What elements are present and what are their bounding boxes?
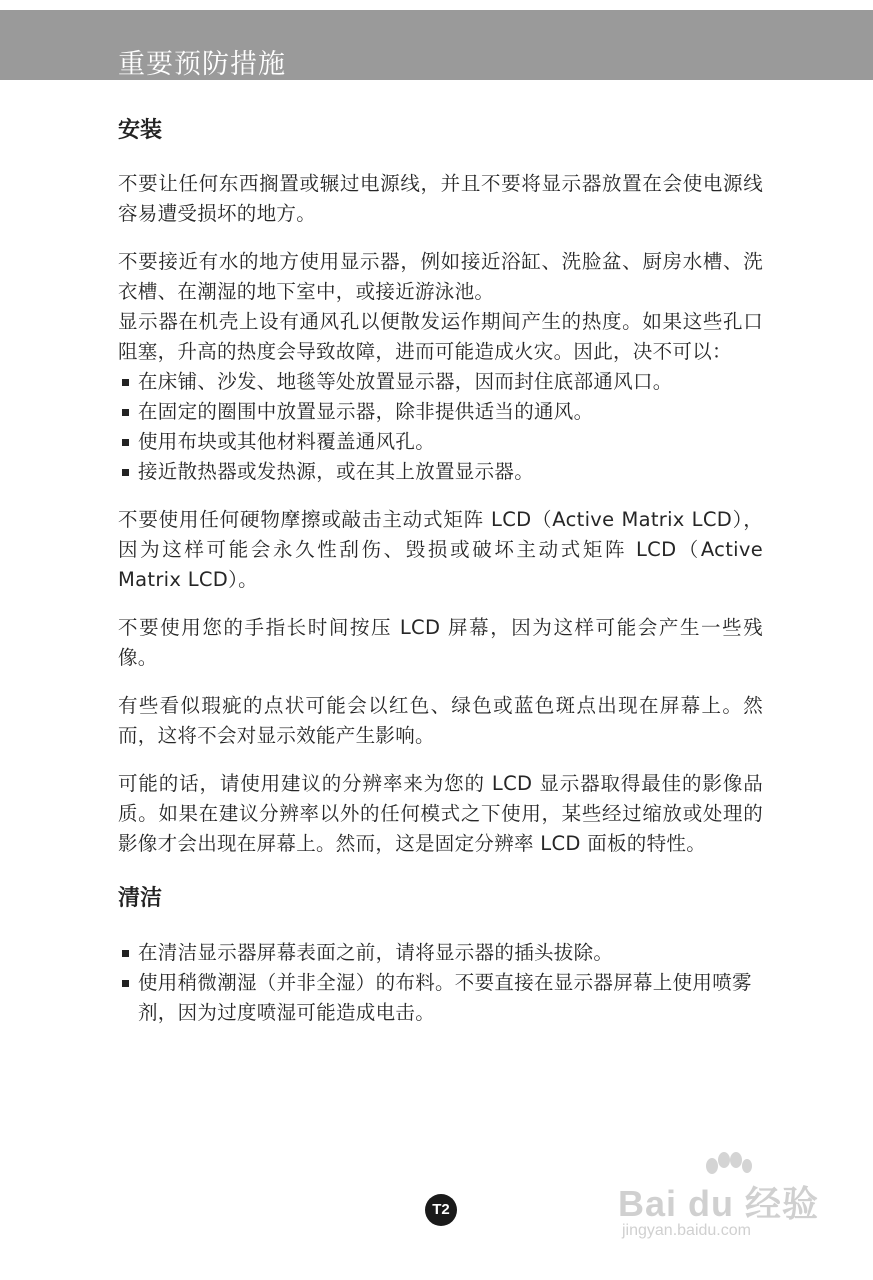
list-item	[118, 397, 763, 427]
list-item	[118, 968, 763, 1028]
install-paragraph-7: 可能的话，请使用建议的分辨率来为您的 LCD 显示器取得最佳的影像品质。如果在建议分辨率以外的任何模式之下使用，某些经过缩放或处理的影像才会出现在屏幕上。然而，这是固定分辨率 LCD 面板的特性。	[118, 772, 763, 855]
watermark	[618, 1150, 858, 1250]
install-paragraph-6: 有些看似瑕疵的点状可能会以红色、绿色或蓝色斑点出现在屏幕上。然而，这将不会对显示效能产生影响。	[118, 694, 763, 747]
bullet-icon	[122, 379, 129, 386]
list-item-text: 在床铺、沙发、地毯等处放置显示器，因而封住底部通风口。	[138, 370, 673, 393]
install-paragraph-1: 不要让任何东西搁置或辗过电源线，并且不要将显示器放置在会使电源线容易遭受损坏的地方。	[118, 172, 763, 225]
content-area	[118, 113, 763, 1028]
bullet-icon	[122, 409, 129, 416]
clean-heading: 清洁	[118, 886, 163, 911]
page-number-badge: T2	[425, 1194, 457, 1226]
bullet-icon	[122, 980, 129, 987]
bullet-icon	[122, 439, 129, 446]
bullet-icon	[122, 469, 129, 476]
list-item	[118, 457, 763, 487]
list-item-text: 使用稍微潮湿（并非全湿）的布料。不要直接在显示器屏幕上使用喷雾剂，因为过度喷湿可能造成电击。	[138, 971, 752, 1024]
list-item	[118, 938, 763, 968]
list-item	[118, 367, 763, 397]
install-paragraph-5: 不要使用您的手指长时间按压 LCD 屏幕，因为这样可能会产生一些残像。	[118, 616, 763, 669]
list-item-text: 在清洁显示器屏幕表面之前，请将显示器的插头拔除。	[138, 941, 614, 964]
watermark-brand: Bai du 经验	[618, 1183, 820, 1224]
install-heading: 安装	[118, 118, 163, 143]
install-paragraph-2: 不要接近有水的地方使用显示器，例如接近浴缸、洗脸盆、厨房水槽、洗衣槽、在潮湿的地下室中，或接近游泳池。	[118, 250, 763, 303]
install-paragraph-3: 显示器在机壳上设有通风孔以便散发运作期间产生的热度。如果这些孔口阻塞，升高的热度会导致故障，进而可能造成火灾。因此，决不可以：	[118, 310, 763, 363]
ventilation-bullet-list	[118, 367, 763, 487]
page-title: 重要预防措施	[118, 49, 286, 80]
bullet-icon	[122, 950, 129, 957]
list-item-text: 接近散热器或发热源，或在其上放置显示器。	[138, 460, 535, 483]
list-item-text: 在固定的圈围中放置显示器，除非提供适当的通风。	[138, 400, 594, 423]
list-item-text: 使用布块或其他材料覆盖通风孔。	[138, 430, 436, 453]
top-margin	[0, 0, 873, 10]
watermark-url: jingyan.baidu.com	[622, 1222, 751, 1239]
clean-bullet-list	[118, 938, 763, 1028]
install-paragraph-4: 不要使用任何硬物摩擦或敲击主动式矩阵 LCD（Active Matrix LCD），因为这样可能会永久性刮伤、毁损或破坏主动式矩阵 LCD（Active Matrix LCD）。	[118, 508, 763, 591]
list-item	[118, 427, 763, 457]
